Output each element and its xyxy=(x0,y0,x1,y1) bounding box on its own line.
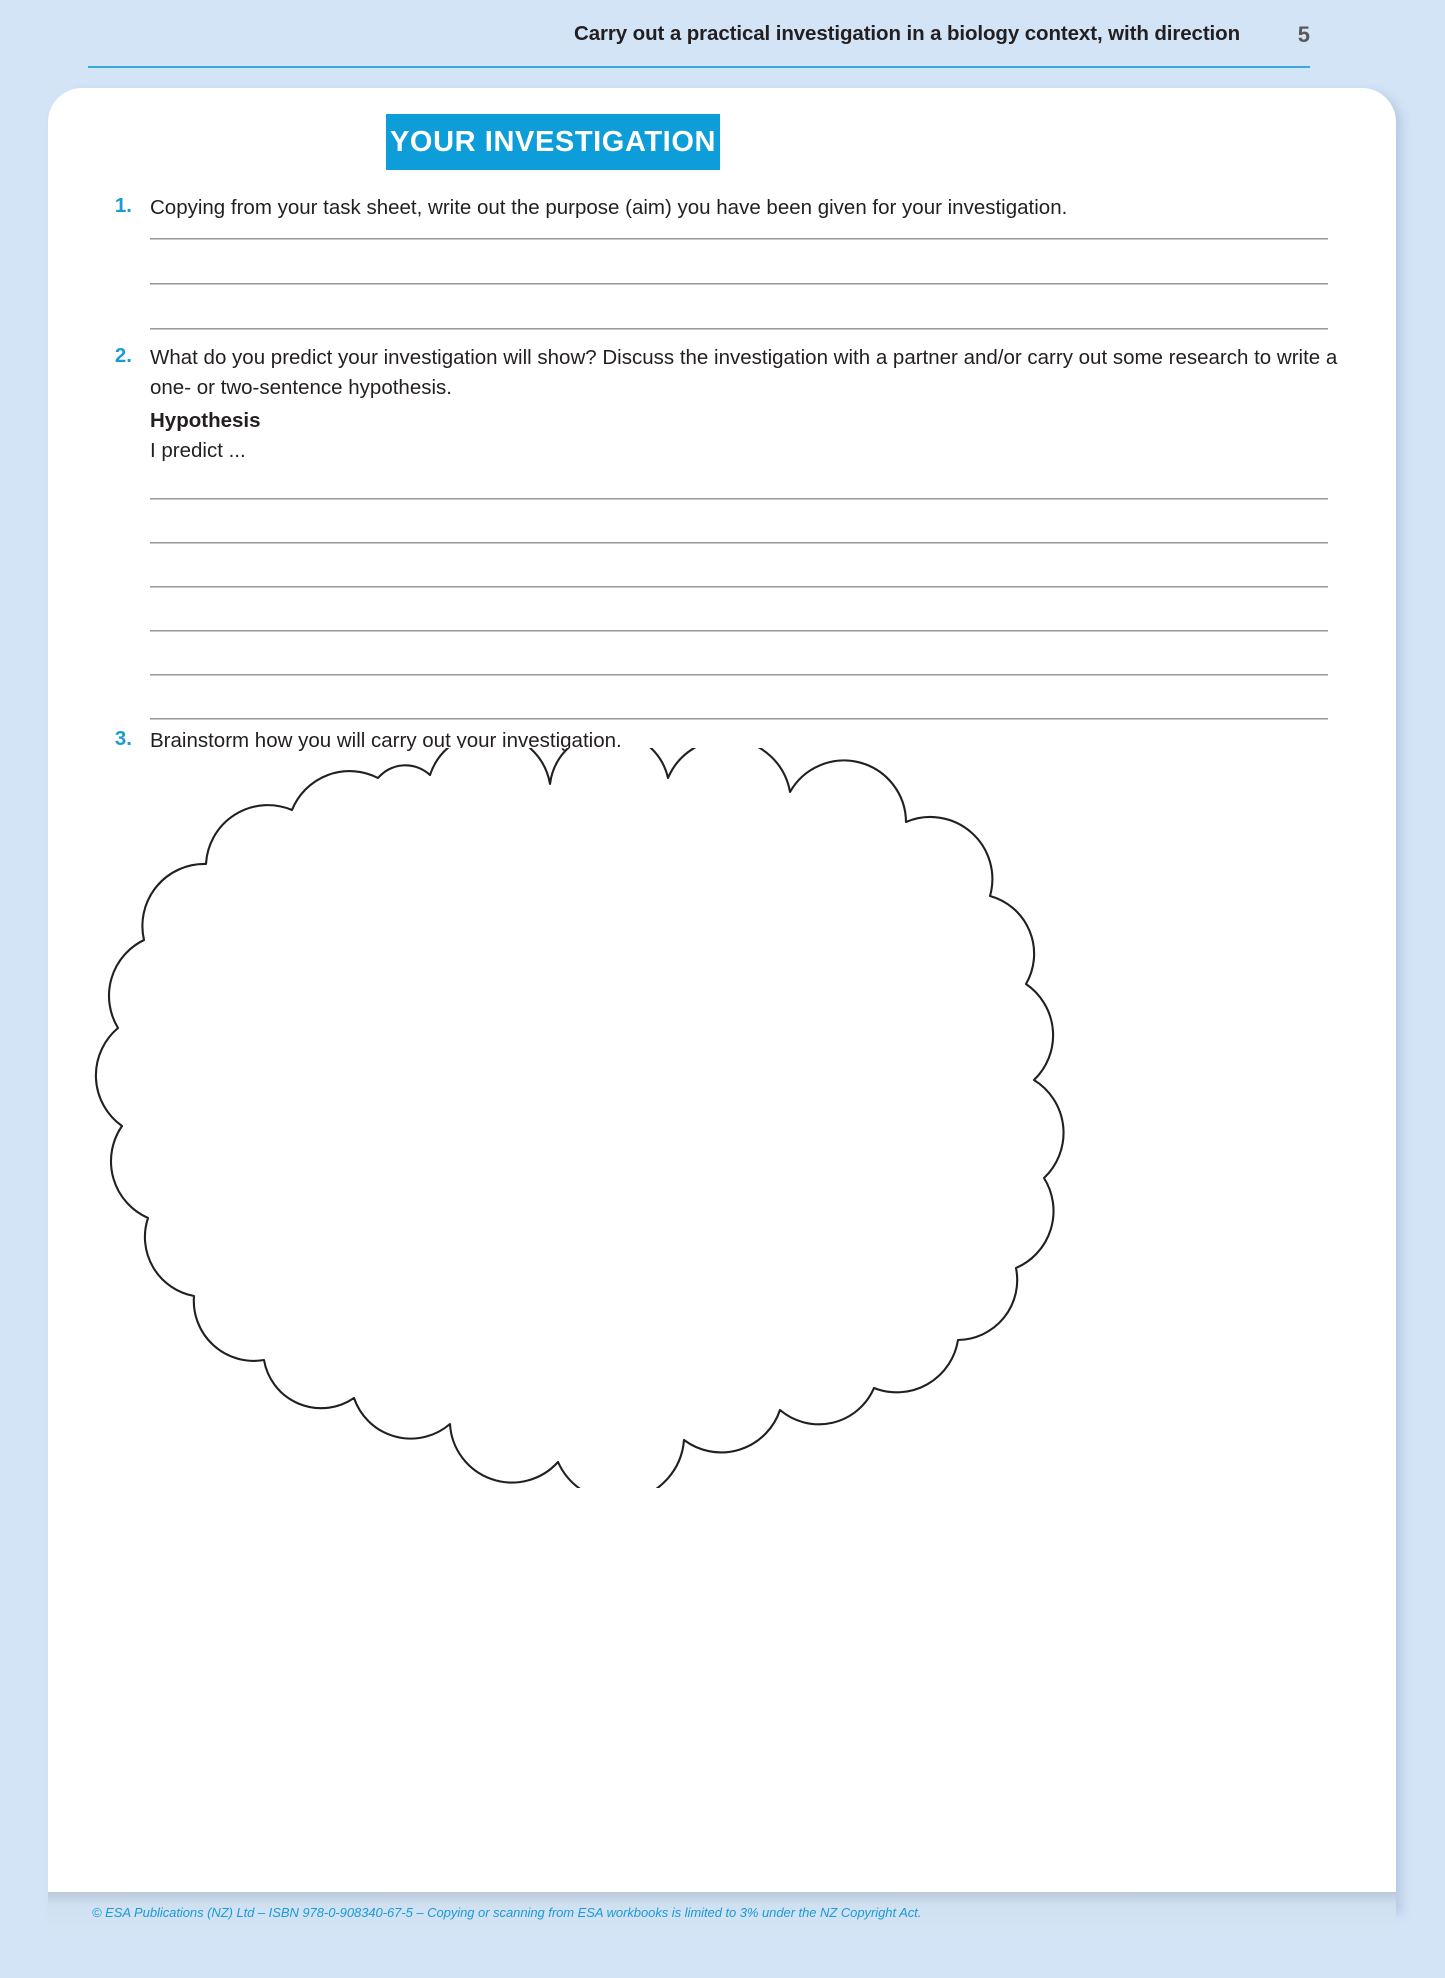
answer-line[interactable] xyxy=(150,283,1328,284)
question-1-body xyxy=(150,193,1067,223)
page-header xyxy=(88,22,1310,68)
question-1-number: 1. xyxy=(114,194,132,217)
question-3-text: Brainstorm how you will carry out your investigation. xyxy=(150,729,622,752)
brainstorm-cloud-icon[interactable] xyxy=(78,748,1078,1488)
hypothesis-prompt: I predict ... xyxy=(150,439,246,463)
question-2 xyxy=(96,343,1356,467)
answer-line[interactable] xyxy=(150,328,1328,329)
section-banner-label: YOUR INVESTIGATION xyxy=(389,125,717,158)
answer-line[interactable] xyxy=(150,238,1328,239)
answer-line[interactable] xyxy=(150,542,1328,543)
answer-line[interactable] xyxy=(150,498,1328,499)
answer-line[interactable] xyxy=(150,674,1328,675)
question-2-number: 2. xyxy=(114,344,132,367)
page-footer xyxy=(48,1892,1396,1932)
question-1 xyxy=(96,193,1316,223)
page-number: 5 xyxy=(1297,22,1310,47)
answer-line[interactable] xyxy=(150,630,1328,631)
answer-line[interactable] xyxy=(150,718,1328,719)
brainstorm-cloud-area[interactable] xyxy=(78,748,1078,1488)
question-2-text: What do you predict your investigation will show? Discuss the investigation with a partner and/or carry out some research to write a one- or two-sentence hypothesis. xyxy=(150,346,1338,400)
question-2-answer-lines[interactable] xyxy=(150,498,1328,762)
question-3-number: 3. xyxy=(114,727,132,750)
hypothesis-heading: Hypothesis xyxy=(150,409,261,433)
page-bottom-margin xyxy=(0,1932,1445,1978)
worksheet-card xyxy=(48,88,1396,1910)
answer-line[interactable] xyxy=(150,586,1328,587)
header-divider xyxy=(88,66,1310,68)
page-title: Carry out a practical investigation in a biology context, with direction xyxy=(574,22,1240,45)
section-banner xyxy=(386,114,720,170)
question-2-body xyxy=(150,343,1356,467)
question-1-text: Copying from your task sheet, write out the purpose (aim) you have been given for your investigation. xyxy=(150,196,1068,219)
copyright-text: © ESA Publications (NZ) Ltd – ISBN 978-0-908340-67-5 – Copying or scanning from ESA workbooks is limited to 3% under the NZ Copyright Act. xyxy=(92,1904,922,1920)
